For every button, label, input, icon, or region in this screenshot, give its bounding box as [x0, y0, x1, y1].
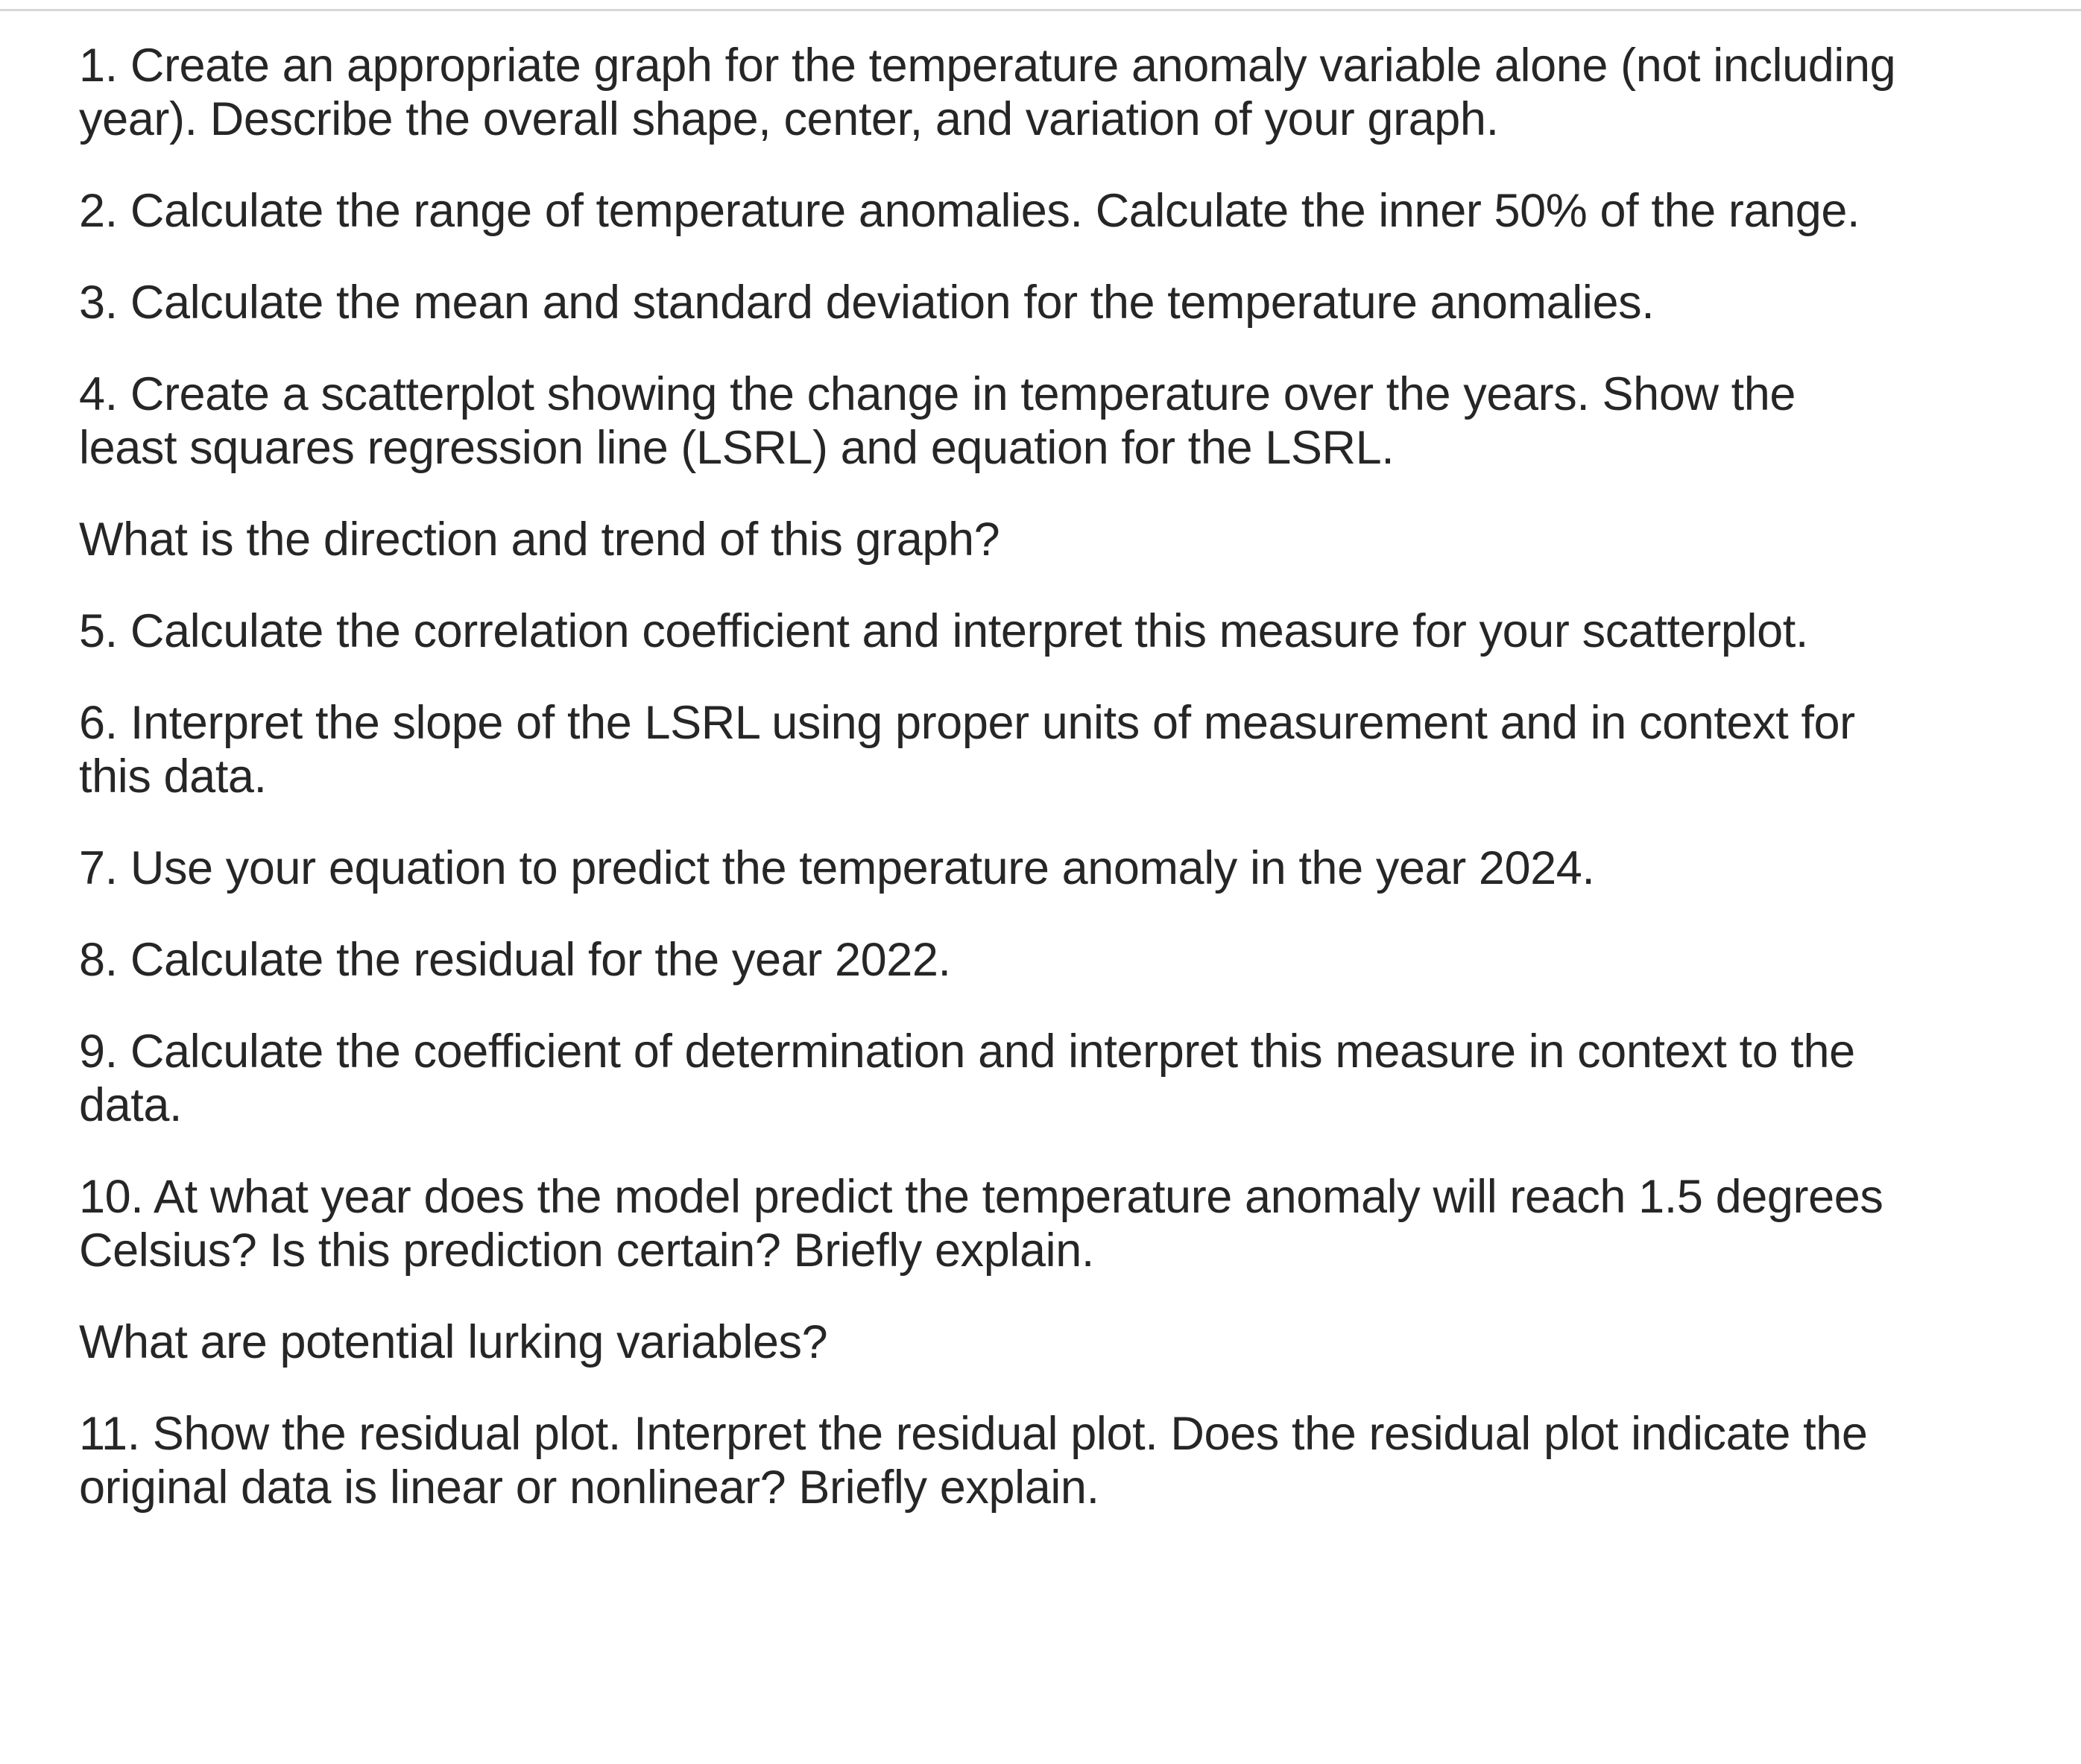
- question-line: 6. Interpret the slope of the LSRL using proper units of measurement and in context for: [79, 697, 1855, 749]
- question-list: [79, 39, 2017, 1552]
- question-line: 7. Use your equation to predict the temperature anomaly in the year 2024.: [79, 842, 1595, 894]
- question-line: original data is linear or nonlinear? Briefly explain.: [79, 1461, 1099, 1514]
- question-4: [79, 367, 2017, 475]
- question-7: [79, 841, 2017, 895]
- question-3: [79, 276, 2017, 329]
- question-1: [79, 39, 2017, 146]
- question-4-followup: [79, 513, 2017, 566]
- question-line: 4. Create a scatterplot showing the change in temperature over the years. Show the: [79, 368, 1796, 420]
- question-line: 1. Create an appropriate graph for the temperature anomaly variable alone (not including: [79, 39, 1896, 92]
- question-line: What are potential lurking variables?: [79, 1316, 828, 1368]
- question-line: least squares regression line (LSRL) and equation for the LSRL.: [79, 422, 1395, 474]
- question-9: [79, 1025, 2017, 1132]
- question-line: What is the direction and trend of this graph?: [79, 513, 1000, 566]
- question-2: [79, 184, 2017, 238]
- question-5: [79, 604, 2017, 658]
- question-line: 8. Calculate the residual for the year 2022.: [79, 934, 951, 986]
- question-line: data.: [79, 1079, 183, 1131]
- question-line: 10. At what year does the model predict the temperature anomaly will reach 1.5 degrees: [79, 1171, 1883, 1223]
- question-line: 3. Calculate the mean and standard deviation for the temperature anomalies.: [79, 276, 1655, 329]
- question-8: [79, 933, 2017, 987]
- question-line: 5. Calculate the correlation coefficient and interpret this measure for your scatterplot.: [79, 605, 1808, 657]
- question-11: [79, 1407, 2017, 1514]
- question-10-followup: [79, 1315, 2017, 1369]
- question-line: 9. Calculate the coefficient of determination and interpret this measure in context to the: [79, 1025, 1855, 1078]
- question-line: Celsius? Is this prediction certain? Briefly explain.: [79, 1224, 1094, 1277]
- question-line: 2. Calculate the range of temperature anomalies. Calculate the inner 50% of the range.: [79, 185, 1860, 237]
- question-10: [79, 1170, 2017, 1277]
- question-line: this data.: [79, 750, 267, 803]
- question-line: year). Describe the overall shape, center, and variation of your graph.: [79, 93, 1499, 145]
- question-6: [79, 696, 2017, 803]
- top-divider: [0, 9, 2081, 11]
- question-line: 11. Show the residual plot. Interpret the residual plot. Does the residual plot indicate the: [79, 1408, 1868, 1460]
